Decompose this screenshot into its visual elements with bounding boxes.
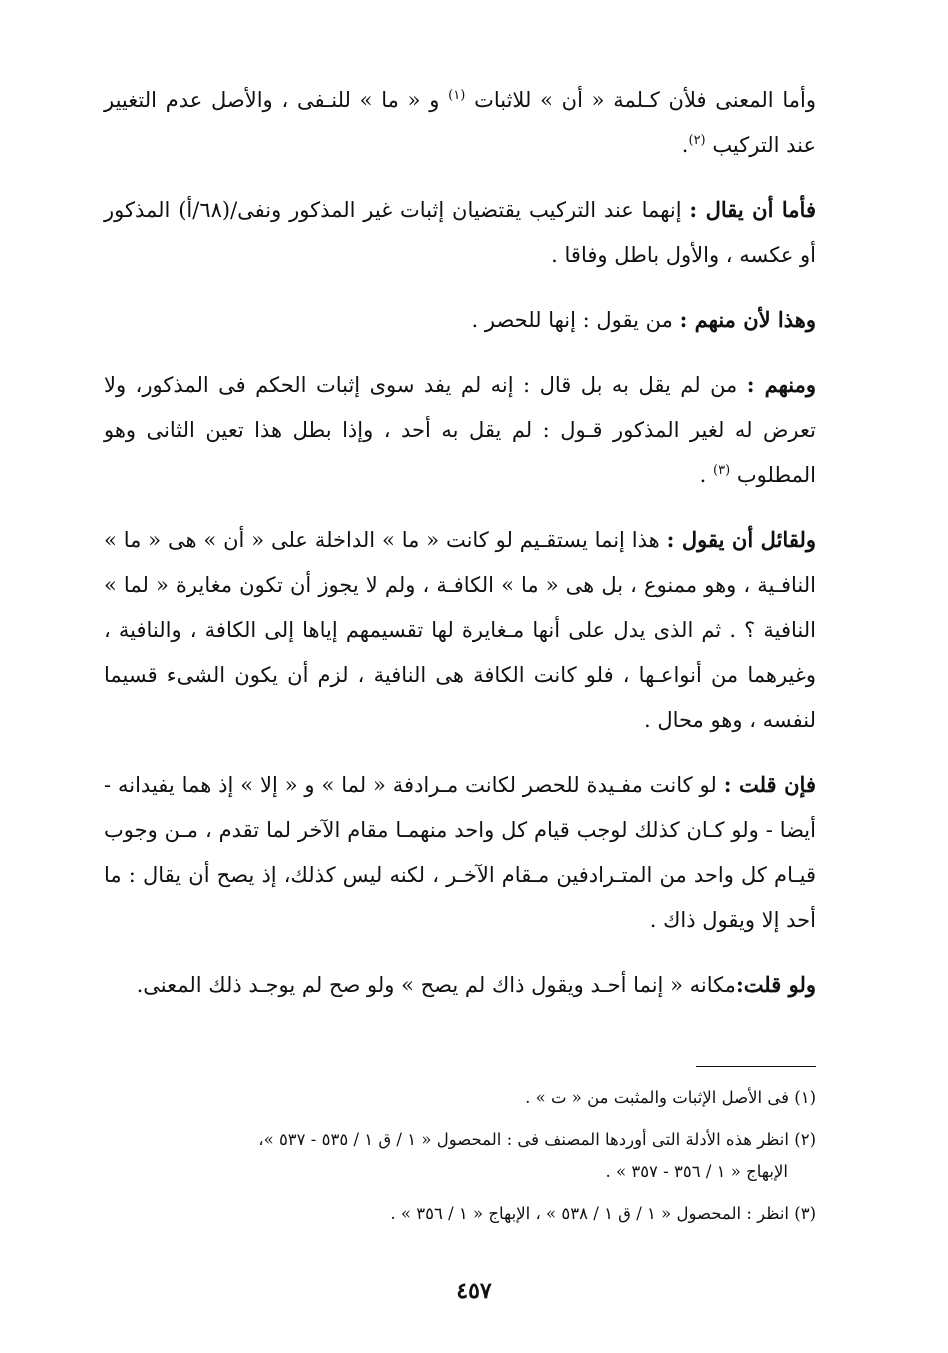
main-text	[104, 78, 816, 1027]
footnote-number: (١)	[794, 1088, 816, 1107]
footnote-1	[104, 1082, 816, 1114]
paragraph-7	[104, 962, 816, 1008]
footnote-3	[104, 1198, 816, 1230]
paragraph-text: و « ما » للنـفى ، والأصل عدم التغيير عند التركيب	[104, 88, 816, 157]
footnote-ref: (٣)	[713, 463, 731, 478]
paragraph-text: من يقول : إنها للحصر .	[471, 308, 673, 332]
paragraph-lead: فإن قلت :	[723, 772, 816, 797]
footnote-ref: (٢)	[688, 133, 706, 148]
footnote-number: (٢)	[794, 1130, 816, 1149]
paragraph-text: هذا إنما يستقـيم لو كانت « ما » الداخلة على « أن » هى « ما » النافـية ، وهو ممنوع ، بل هى « ما » الكافـة ، ولم لا يجوز أن تكون مغايرة « لما » النافية ؟ . ثم الذى يدل على أنها مـغايرة لها تقسيمهم إياها إلى الكافة ، والنافية ، وغيرهما من أنواعـها ، فلو كانت الكافة هى النافية ، لزم أن يكون الشىء قسيما لنفسه ، وهو محال .	[104, 528, 816, 732]
paragraph-5	[104, 517, 816, 743]
footnote-ref: (١)	[448, 88, 466, 103]
footnotes	[104, 1082, 816, 1240]
paragraph-text: مكانه « إنما أحـد ويقول ذاك لم يصح » ولو صح لم يوجـد ذلك المعنى.	[136, 973, 736, 997]
paragraph-lead: ومنهم :	[746, 372, 816, 397]
paragraph-end: .	[681, 133, 689, 157]
footnote-text: انظر هذه الأدلة التى أوردها المصنف فى : المحصول « ١ / ق ١ / ٥٣٥ - ٥٣٧ »،	[258, 1130, 789, 1149]
paragraph-lead: ولقائل أن يقول :	[666, 527, 816, 552]
paragraph-4	[104, 362, 816, 498]
footnote-text: انظر : المحصول « ١ / ق ١ / ٥٣٨ » ، الإبهاج « ١ / ٣٥٦ » .	[390, 1204, 789, 1223]
footnote-text: فى الأصل الإثبات والمثبت من « ت » .	[525, 1088, 789, 1107]
page-number: ٤٥٧	[456, 1278, 492, 1304]
footnote-divider	[696, 1066, 816, 1067]
paragraph-lead: وهذا لأن منهم :	[679, 307, 816, 332]
paragraph-text: من لم يقل به بل قال : إنه لم يفد سوى إثبات الحكم فى المذكور، ولا تعرض له لغير المذكور قـول : لم يقل به أحد ، وإذا بطل هذا تعين الثانى وهو المطلوب	[104, 373, 816, 487]
paragraph-text: إنهما عند التركيب يقتضيان إثبات غير المذكور ونفى/(٦٨/أ) المذكور أو عكسه ، والأول باطل وفاقا .	[104, 198, 816, 267]
paragraph-lead: ولو قلت:	[735, 972, 816, 997]
paragraph-1	[104, 78, 816, 168]
paragraph-end: .	[699, 463, 707, 487]
footnote-2	[104, 1124, 816, 1188]
paragraph-lead: فأما أن يقال :	[689, 197, 816, 222]
paragraph-6	[104, 762, 816, 943]
paragraph-text: وأما المعنى فلأن كـلمة « أن » للاثبات	[474, 88, 816, 112]
paragraph-3	[104, 297, 816, 343]
paragraph-2	[104, 187, 816, 278]
footnote-number: (٣)	[794, 1204, 816, 1223]
paragraph-text: لو كانت مفـيدة للحصر لكانت مـرادفة « لما » و « إلا » إذ هما يفيدانه - أيضا - ولو كـان كذلك لوجب قيام كل واحد منهمـا مقام الآخر لما تقدم ، مـن وجوب قيـام كل واحد من المتـرادفين مـقام الآخـر ، لكنه ليس كذلك، إذ يصح أن يقال : ما أحد إلا ويقول ذاك .	[104, 773, 816, 932]
footnote-continuation: الإبهاج « ١ / ٣٥٦ - ٣٥٧ » .	[605, 1162, 788, 1181]
